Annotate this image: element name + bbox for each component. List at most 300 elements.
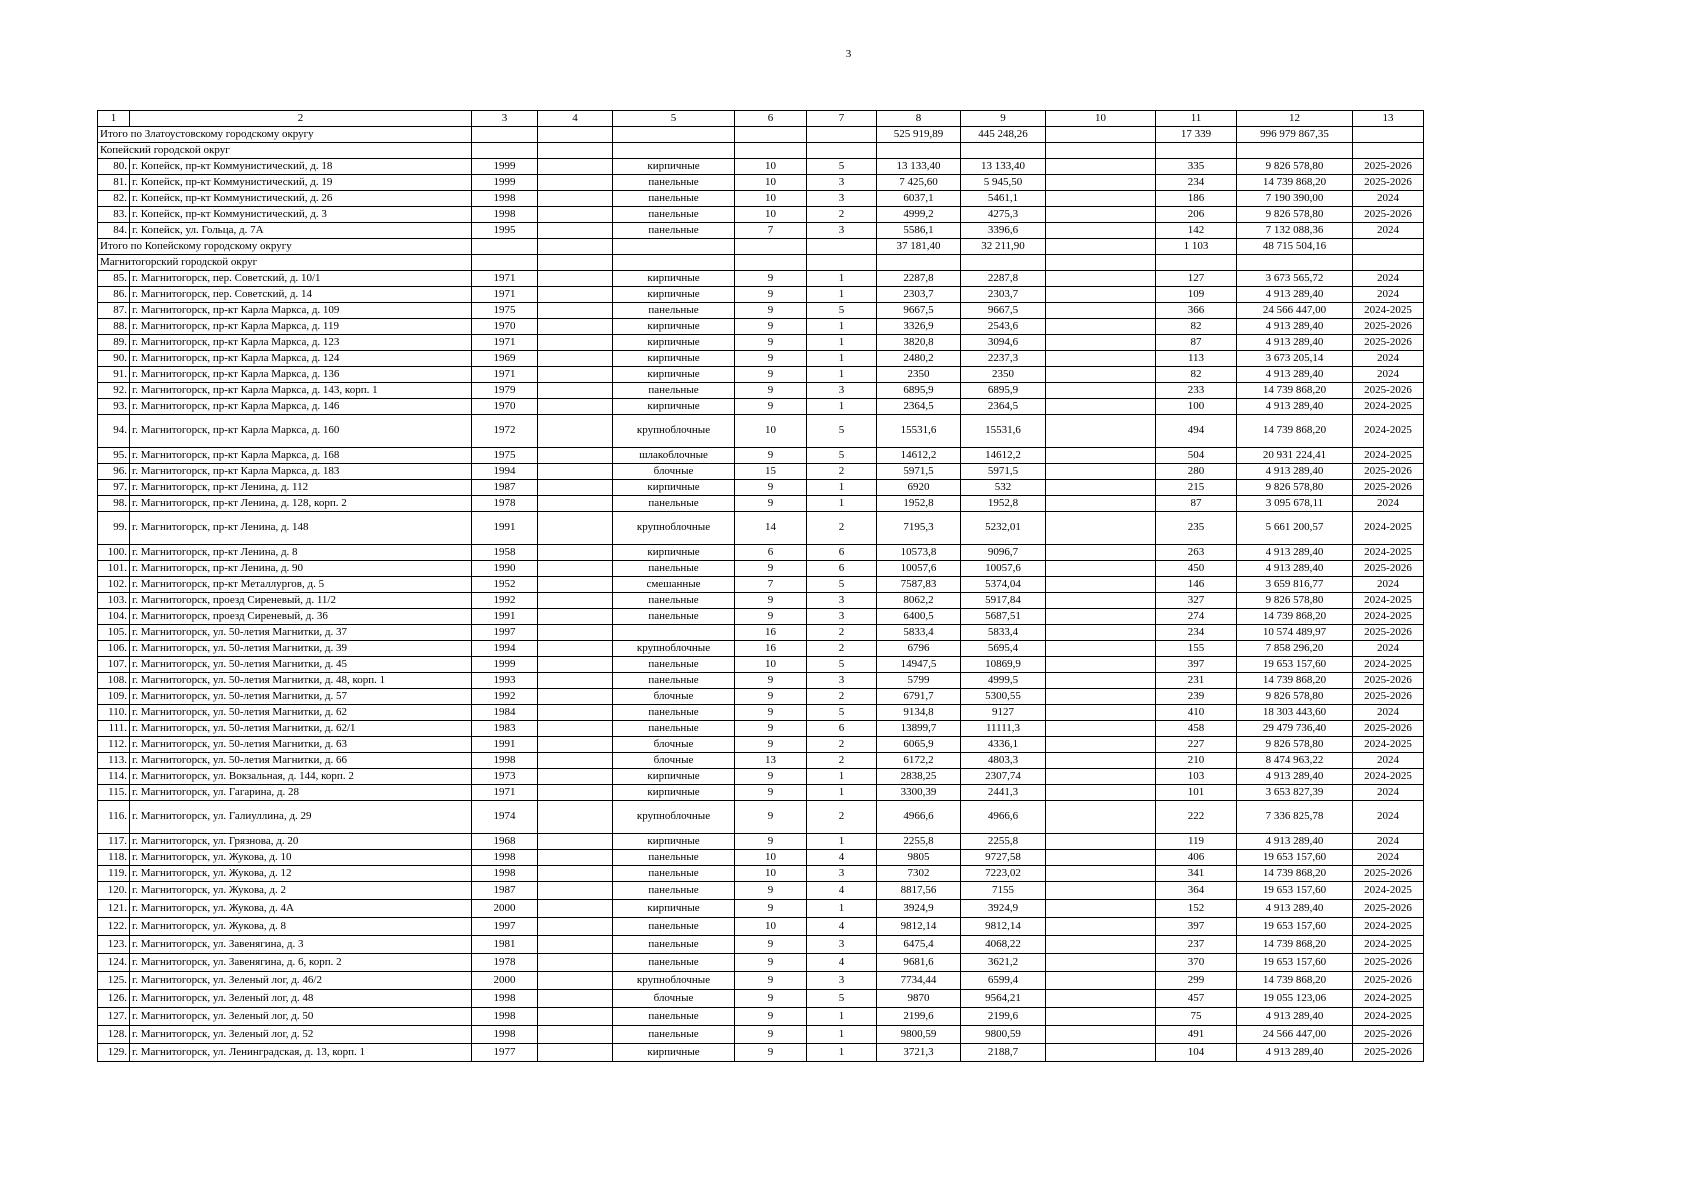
total-area-cell: 9134,8	[877, 705, 961, 721]
year-cell: 1993	[472, 673, 538, 689]
residents-cell: 210	[1156, 753, 1237, 769]
residents-cell: 274	[1156, 609, 1237, 625]
row-number: 90.	[98, 351, 130, 367]
living-area-cell: 5695,4	[961, 641, 1046, 657]
empty-cell	[807, 143, 877, 159]
period-cell: 2024-2025	[1353, 990, 1424, 1008]
year-cell: 2000	[472, 972, 538, 990]
entrances-cell: 4	[807, 882, 877, 900]
year-cell: 1998	[472, 1008, 538, 1026]
row-number: 113.	[98, 753, 130, 769]
empty-cell	[1046, 143, 1156, 159]
year-cell: 1971	[472, 335, 538, 351]
living-area-cell: 2350	[961, 367, 1046, 383]
total-cost: 996 979 867,35	[1237, 127, 1353, 143]
total-area-cell: 6400,5	[877, 609, 961, 625]
wall-material-cell: блочные	[613, 464, 735, 480]
total-area-cell: 7 425,60	[877, 175, 961, 191]
table-row	[98, 287, 1424, 303]
living-area-cell: 4336,1	[961, 737, 1046, 753]
period-cell: 2025-2026	[1353, 625, 1424, 641]
living-area-cell: 9127	[961, 705, 1046, 721]
total-area-cell: 7302	[877, 866, 961, 882]
empty-cell	[538, 207, 613, 223]
year-cell: 1978	[472, 954, 538, 972]
empty-cell	[1046, 255, 1156, 271]
header-cell: 1	[98, 111, 130, 127]
year-cell: 1995	[472, 223, 538, 239]
total-area-living: 32 211,90	[961, 239, 1046, 255]
year-cell: 1991	[472, 512, 538, 545]
living-area-cell: 4275,3	[961, 207, 1046, 223]
empty-cell	[538, 850, 613, 866]
period-cell: 2024-2025	[1353, 1008, 1424, 1026]
living-area-cell: 4803,3	[961, 753, 1046, 769]
cost-cell: 19 055 123,06	[1237, 990, 1353, 1008]
empty-cell	[1046, 399, 1156, 415]
wall-material-cell: крупноблочные	[613, 801, 735, 834]
row-number: 127.	[98, 1008, 130, 1026]
wall-material-cell: кирпичные	[613, 159, 735, 175]
year-cell: 1971	[472, 287, 538, 303]
residents-cell: 491	[1156, 1026, 1237, 1044]
address-cell: г. Магнитогорск, ул. Вокзальная, д. 144, корп. 2	[130, 769, 472, 785]
empty-cell	[538, 689, 613, 705]
living-area-cell: 11111,3	[961, 721, 1046, 737]
living-area-cell: 2287,8	[961, 271, 1046, 287]
year-cell: 1987	[472, 882, 538, 900]
empty-cell	[1046, 689, 1156, 705]
cost-cell: 10 574 489,97	[1237, 625, 1353, 641]
address-cell: г. Копейск, пр-кт Коммунистический, д. 19	[130, 175, 472, 191]
table-row	[98, 480, 1424, 496]
floors-cell: 10	[735, 207, 807, 223]
wall-material-cell: блочные	[613, 753, 735, 769]
empty-cell	[877, 255, 961, 271]
floors-cell: 9	[735, 287, 807, 303]
row-number: 101.	[98, 561, 130, 577]
period-cell: 2024-2025	[1353, 303, 1424, 319]
address-cell: г. Магнитогорск, пр-кт Ленина, д. 8	[130, 545, 472, 561]
row-number: 119.	[98, 866, 130, 882]
period-cell: 2024-2025	[1353, 882, 1424, 900]
residents-cell: 152	[1156, 900, 1237, 918]
header-cell: 7	[807, 111, 877, 127]
floors-cell: 9	[735, 399, 807, 415]
empty-cell	[538, 705, 613, 721]
entrances-cell: 3	[807, 609, 877, 625]
empty-cell	[538, 480, 613, 496]
cost-cell: 3 673 565,72	[1237, 271, 1353, 287]
year-cell: 2000	[472, 900, 538, 918]
period-cell: 2024	[1353, 850, 1424, 866]
cost-cell: 3 659 816,77	[1237, 577, 1353, 593]
period-cell: 2025-2026	[1353, 1044, 1424, 1062]
empty-cell	[1046, 769, 1156, 785]
year-cell: 1998	[472, 191, 538, 207]
address-cell: г. Магнитогорск, пр-кт Карла Маркса, д. 160	[130, 415, 472, 448]
row-number: 107.	[98, 657, 130, 673]
table-row	[98, 159, 1424, 175]
empty-cell	[1046, 1026, 1156, 1044]
living-area-cell: 2543,6	[961, 319, 1046, 335]
total-residents: 17 339	[1156, 127, 1237, 143]
entrances-cell: 4	[807, 850, 877, 866]
address-cell: г. Магнитогорск, пр-кт Карла Маркса, д. 146	[130, 399, 472, 415]
empty-cell	[1046, 239, 1156, 255]
period-cell: 2024-2025	[1353, 657, 1424, 673]
wall-material-cell: панельные	[613, 705, 735, 721]
empty-cell	[538, 271, 613, 287]
period-cell: 2024-2025	[1353, 593, 1424, 609]
table-row	[98, 464, 1424, 480]
floors-cell: 16	[735, 625, 807, 641]
living-area-cell: 5232,01	[961, 512, 1046, 545]
wall-material-cell: кирпичные	[613, 1044, 735, 1062]
empty-cell	[1046, 900, 1156, 918]
total-area-cell: 6895,9	[877, 383, 961, 399]
living-area-cell: 9800,59	[961, 1026, 1046, 1044]
wall-material-cell: крупноблочные	[613, 972, 735, 990]
empty-cell	[1046, 319, 1156, 335]
total-residents: 1 103	[1156, 239, 1237, 255]
entrances-cell: 5	[807, 415, 877, 448]
wall-material-cell: крупноблочные	[613, 512, 735, 545]
address-cell: г. Копейск, пр-кт Коммунистический, д. 26	[130, 191, 472, 207]
address-cell: г. Магнитогорск, ул. 50-летия Магнитки, д. 62	[130, 705, 472, 721]
floors-cell: 9	[735, 721, 807, 737]
total-area-cell: 13899,7	[877, 721, 961, 737]
empty-cell	[1046, 545, 1156, 561]
period-cell: 2025-2026	[1353, 721, 1424, 737]
residents-cell: 100	[1156, 399, 1237, 415]
empty-cell	[1046, 972, 1156, 990]
cost-cell: 14 739 868,20	[1237, 383, 1353, 399]
floors-cell: 9	[735, 801, 807, 834]
residents-cell: 104	[1156, 1044, 1237, 1062]
empty-cell	[1353, 255, 1424, 271]
empty-cell	[1046, 223, 1156, 239]
period-cell: 2025-2026	[1353, 689, 1424, 705]
period-cell: 2024-2025	[1353, 399, 1424, 415]
address-cell: г. Магнитогорск, пер. Советский, д. 10/1	[130, 271, 472, 287]
entrances-cell: 5	[807, 159, 877, 175]
total-area-cell: 5586,1	[877, 223, 961, 239]
entrances-cell: 3	[807, 972, 877, 990]
wall-material-cell	[613, 625, 735, 641]
wall-material-cell: панельные	[613, 593, 735, 609]
floors-cell: 9	[735, 1026, 807, 1044]
address-cell: г. Магнитогорск, пр-кт Карла Маркса, д. 124	[130, 351, 472, 367]
address-cell: г. Копейск, пр-кт Коммунистический, д. 18	[130, 159, 472, 175]
row-number: 117.	[98, 834, 130, 850]
table-row	[98, 673, 1424, 689]
entrances-cell: 3	[807, 673, 877, 689]
table-row	[98, 1008, 1424, 1026]
empty-cell	[538, 657, 613, 673]
living-area-cell: 2364,5	[961, 399, 1046, 415]
cost-cell: 7 336 825,78	[1237, 801, 1353, 834]
row-number: 129.	[98, 1044, 130, 1062]
empty-cell	[472, 127, 538, 143]
cost-cell: 24 566 447,00	[1237, 303, 1353, 319]
table-row	[98, 303, 1424, 319]
living-area-cell: 6895,9	[961, 383, 1046, 399]
header-cell: 12	[1237, 111, 1353, 127]
year-cell: 1971	[472, 367, 538, 383]
empty-cell	[735, 127, 807, 143]
header-cell: 3	[472, 111, 538, 127]
address-cell: г. Магнитогорск, ул. Зеленый лог, д. 50	[130, 1008, 472, 1026]
total-area-cell: 9667,5	[877, 303, 961, 319]
floors-cell: 9	[735, 769, 807, 785]
entrances-cell: 3	[807, 593, 877, 609]
floors-cell: 9	[735, 834, 807, 850]
period-cell: 2025-2026	[1353, 175, 1424, 191]
row-number: 81.	[98, 175, 130, 191]
cost-cell: 9 826 578,80	[1237, 480, 1353, 496]
total-area-cell: 9681,6	[877, 954, 961, 972]
wall-material-cell: панельные	[613, 850, 735, 866]
total-area-cell: 2838,25	[877, 769, 961, 785]
period-cell: 2025-2026	[1353, 159, 1424, 175]
row-number: 115.	[98, 785, 130, 801]
period-cell: 2025-2026	[1353, 1026, 1424, 1044]
floors-cell: 9	[735, 319, 807, 335]
total-area-cell: 14612,2	[877, 448, 961, 464]
row-number: 85.	[98, 271, 130, 287]
cost-cell: 4 913 289,40	[1237, 834, 1353, 850]
entrances-cell: 3	[807, 175, 877, 191]
total-area-cell: 8817,56	[877, 882, 961, 900]
floors-cell: 7	[735, 577, 807, 593]
period-cell: 2024	[1353, 287, 1424, 303]
row-number: 93.	[98, 399, 130, 415]
row-number: 100.	[98, 545, 130, 561]
empty-cell	[1046, 561, 1156, 577]
floors-cell: 9	[735, 383, 807, 399]
empty-cell	[1046, 496, 1156, 512]
row-number: 106.	[98, 641, 130, 657]
empty-cell	[538, 255, 613, 271]
empty-cell	[538, 577, 613, 593]
total-area-cell: 5833,4	[877, 625, 961, 641]
total-area-cell: 7587,83	[877, 577, 961, 593]
row-number: 92.	[98, 383, 130, 399]
floors-cell: 9	[735, 882, 807, 900]
total-area-cell: 4999,2	[877, 207, 961, 223]
residents-cell: 127	[1156, 271, 1237, 287]
empty-cell	[1156, 143, 1237, 159]
empty-cell	[1046, 705, 1156, 721]
address-cell: г. Магнитогорск, ул. Ленинградская, д. 13, корп. 1	[130, 1044, 472, 1062]
empty-cell	[538, 545, 613, 561]
period-cell: 2025-2026	[1353, 480, 1424, 496]
residents-cell: 113	[1156, 351, 1237, 367]
living-area-cell: 5300,55	[961, 689, 1046, 705]
wall-material-cell: крупноблочные	[613, 641, 735, 657]
empty-cell	[538, 721, 613, 737]
cost-cell: 9 826 578,80	[1237, 207, 1353, 223]
total-area-cell: 3820,8	[877, 335, 961, 351]
row-number: 91.	[98, 367, 130, 383]
wall-material-cell: панельные	[613, 673, 735, 689]
residents-cell: 364	[1156, 882, 1237, 900]
header-cell: 10	[1046, 111, 1156, 127]
year-cell: 1970	[472, 399, 538, 415]
residents-cell: 75	[1156, 1008, 1237, 1026]
address-cell: г. Магнитогорск, ул. 50-летия Магнитки, д. 63	[130, 737, 472, 753]
year-cell: 1998	[472, 990, 538, 1008]
row-number: 98.	[98, 496, 130, 512]
empty-cell	[538, 801, 613, 834]
entrances-cell: 1	[807, 785, 877, 801]
total-area-cell: 1952,8	[877, 496, 961, 512]
total-area-cell: 5799	[877, 673, 961, 689]
row-number: 109.	[98, 689, 130, 705]
total-area-cell: 3326,9	[877, 319, 961, 335]
empty-cell	[1046, 801, 1156, 834]
period-cell: 2025-2026	[1353, 464, 1424, 480]
total-area-cell: 10057,6	[877, 561, 961, 577]
wall-material-cell: панельные	[613, 303, 735, 319]
residents-cell: 235	[1156, 512, 1237, 545]
table-row	[98, 900, 1424, 918]
address-cell: г. Магнитогорск, ул. 50-летия Магнитки, д. 66	[130, 753, 472, 769]
empty-cell	[538, 641, 613, 657]
empty-cell	[613, 239, 735, 255]
entrances-cell: 6	[807, 721, 877, 737]
total-area-cell: 2199,6	[877, 1008, 961, 1026]
floors-cell: 9	[735, 936, 807, 954]
empty-cell	[1046, 609, 1156, 625]
table-row	[98, 335, 1424, 351]
period-cell: 2025-2026	[1353, 866, 1424, 882]
entrances-cell: 1	[807, 1026, 877, 1044]
table-row	[98, 448, 1424, 464]
empty-cell	[1046, 303, 1156, 319]
floors-cell: 10	[735, 415, 807, 448]
cost-cell: 19 653 157,60	[1237, 657, 1353, 673]
wall-material-cell: панельные	[613, 175, 735, 191]
empty-cell	[1046, 127, 1156, 143]
address-cell: г. Магнитогорск, ул. Зеленый лог, д. 46/2	[130, 972, 472, 990]
cost-cell: 18 303 443,60	[1237, 705, 1353, 721]
period-cell: 2024-2025	[1353, 609, 1424, 625]
total-area-total: 525 919,89	[877, 127, 961, 143]
section-title: Копейский городской округ	[98, 143, 472, 159]
empty-cell	[538, 191, 613, 207]
residents-cell: 299	[1156, 972, 1237, 990]
entrances-cell: 3	[807, 191, 877, 207]
header-cell: 6	[735, 111, 807, 127]
cost-cell: 4 913 289,40	[1237, 287, 1353, 303]
address-cell: г. Магнитогорск, пр-кт Ленина, д. 90	[130, 561, 472, 577]
row-number: 110.	[98, 705, 130, 721]
address-cell: г. Магнитогорск, пр-кт Карла Маркса, д. 119	[130, 319, 472, 335]
address-cell: г. Магнитогорск, ул. Зеленый лог, д. 48	[130, 990, 472, 1008]
year-cell: 1952	[472, 577, 538, 593]
entrances-cell: 5	[807, 448, 877, 464]
empty-cell	[1046, 918, 1156, 936]
entrances-cell: 1	[807, 399, 877, 415]
header-cell: 11	[1156, 111, 1237, 127]
empty-cell	[538, 593, 613, 609]
empty-cell	[538, 127, 613, 143]
empty-cell	[1046, 512, 1156, 545]
residents-cell: 234	[1156, 625, 1237, 641]
empty-cell	[807, 127, 877, 143]
empty-cell	[1046, 1044, 1156, 1062]
row-number: 124.	[98, 954, 130, 972]
period-cell: 2024-2025	[1353, 936, 1424, 954]
row-number: 112.	[98, 737, 130, 753]
wall-material-cell: панельные	[613, 191, 735, 207]
cost-cell: 7 132 088,36	[1237, 223, 1353, 239]
table-row	[98, 954, 1424, 972]
table-row	[98, 972, 1424, 990]
floors-cell: 9	[735, 737, 807, 753]
empty-cell	[1046, 834, 1156, 850]
period-cell: 2025-2026	[1353, 335, 1424, 351]
year-cell: 1973	[472, 769, 538, 785]
residents-cell: 366	[1156, 303, 1237, 319]
living-area-cell: 5461,1	[961, 191, 1046, 207]
row-number: 122.	[98, 918, 130, 936]
empty-cell	[1156, 255, 1237, 271]
living-area-cell: 1952,8	[961, 496, 1046, 512]
entrances-cell: 2	[807, 512, 877, 545]
empty-cell	[961, 143, 1046, 159]
floors-cell: 9	[735, 303, 807, 319]
living-area-cell: 15531,6	[961, 415, 1046, 448]
total-cost: 48 715 504,16	[1237, 239, 1353, 255]
living-area-cell: 9812,14	[961, 918, 1046, 936]
row-number: 114.	[98, 769, 130, 785]
entrances-cell: 3	[807, 936, 877, 954]
empty-cell	[1046, 954, 1156, 972]
residents-cell: 263	[1156, 545, 1237, 561]
address-cell: г. Магнитогорск, ул. Галиуллина, д. 29	[130, 801, 472, 834]
empty-cell	[538, 769, 613, 785]
empty-cell	[1046, 287, 1156, 303]
page-number: 3	[845, 48, 852, 60]
address-cell: г. Магнитогорск, ул. 50-летия Магнитки, д. 57	[130, 689, 472, 705]
floors-cell: 10	[735, 866, 807, 882]
total-area-cell: 2480,2	[877, 351, 961, 367]
residents-cell: 101	[1156, 785, 1237, 801]
floors-cell: 16	[735, 641, 807, 657]
empty-cell	[1046, 593, 1156, 609]
period-cell: 2024	[1353, 367, 1424, 383]
table-row	[98, 657, 1424, 673]
cost-cell: 14 739 868,20	[1237, 175, 1353, 191]
address-cell: г. Магнитогорск, ул. Гагарина, д. 28	[130, 785, 472, 801]
cost-cell: 4 913 289,40	[1237, 1008, 1353, 1026]
empty-cell	[538, 954, 613, 972]
entrances-cell: 2	[807, 801, 877, 834]
header-row	[98, 111, 1424, 127]
wall-material-cell: панельные	[613, 223, 735, 239]
total-area-cell: 6920	[877, 480, 961, 496]
wall-material-cell: кирпичные	[613, 335, 735, 351]
address-cell: г. Магнитогорск, пр-кт Карла Маркса, д. 183	[130, 464, 472, 480]
total-area-cell: 9805	[877, 850, 961, 866]
period-cell: 2024	[1353, 705, 1424, 721]
cost-cell: 4 913 289,40	[1237, 1044, 1353, 1062]
floors-cell: 9	[735, 705, 807, 721]
year-cell: 1997	[472, 625, 538, 641]
